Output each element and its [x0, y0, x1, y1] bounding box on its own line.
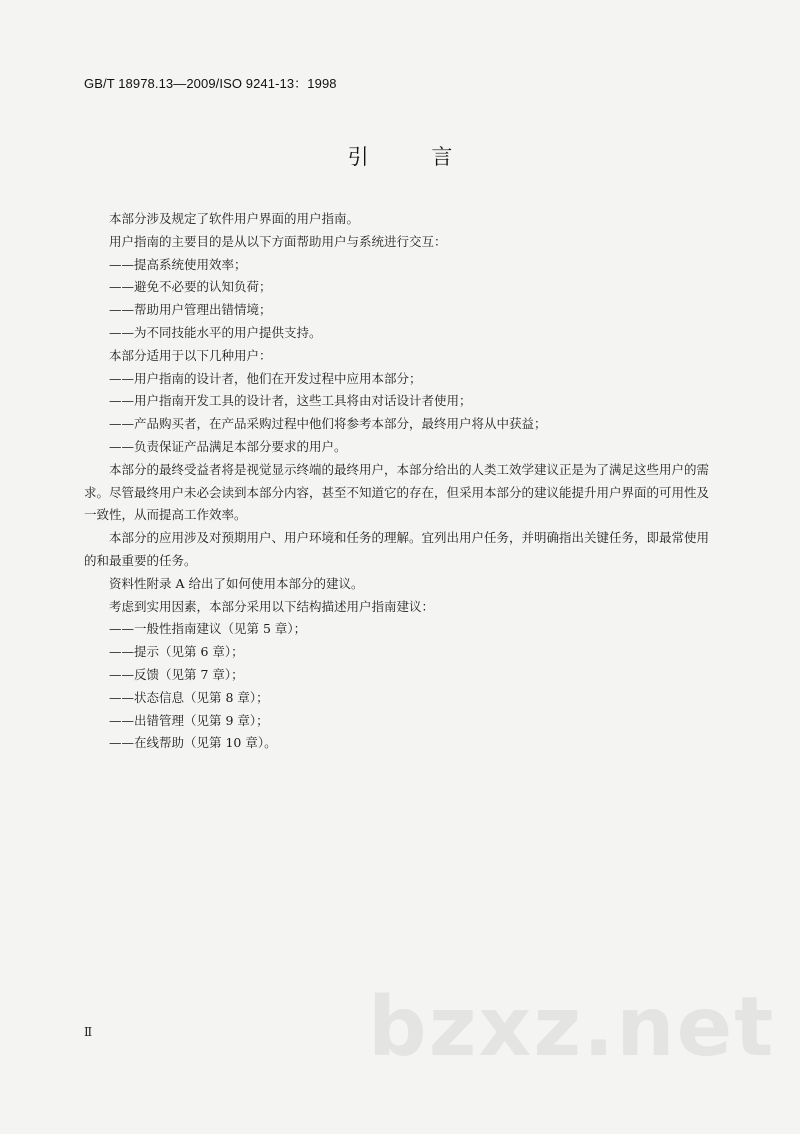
section-title: 引 言: [347, 145, 481, 169]
page-number: Ⅱ: [84, 1025, 93, 1039]
paragraph: 考虑到实用因素，本部分采用以下结构描述用户指南建议：: [109, 598, 435, 614]
list-item: ——提高系统使用效率；: [109, 256, 247, 272]
list-item: ——在线帮助（见第 10 章）。: [109, 735, 277, 751]
list-item: ——用户指南的设计者，他们在开发过程中应用本部分；: [109, 370, 422, 386]
paragraph: 本部分的应用涉及对预期用户、用户环境和任务的理解。宜列出用户任务，并明确指出关键任务，即最常使用的和最重要的任务。: [84, 530, 710, 568]
list-item: ——用户指南开发工具的设计者，这些工具将由对话设计者使用；: [109, 393, 472, 409]
list-item: ——出错管理（见第 9 章）；: [109, 712, 269, 728]
paragraph: 本部分涉及规定了软件用户界面的用户指南。: [109, 211, 360, 226]
watermark: bzxz.net: [368, 980, 776, 1075]
list-item: ——一般性指南建议（见第 5 章）；: [109, 621, 307, 637]
list-item: ——提示（见第 6 章）；: [109, 644, 244, 660]
paragraph: 资料性附录 A 给出了如何使用本部分的建议。: [109, 575, 364, 591]
paragraph: 本部分适用于以下几种用户：: [109, 347, 272, 363]
document-header-code: GB/T 18978.13—2009/ISO 9241-13：1998: [84, 76, 337, 91]
list-item: ——负责保证产品满足本部分要求的用户。: [109, 438, 347, 454]
paragraph: 本部分的最终受益者将是视觉显示终端的最终用户，本部分给出的人类工效学建议正是为了满足这些用户的需求。尽管最终用户未必会读到本部分内容，甚至不知道它的存在，但采用本部分的建议能提升用户界面的可用性及一致性，从而提高工作效率。: [84, 461, 710, 523]
paragraph: 用户指南的主要目的是从以下方面帮助用户与系统进行交互：: [109, 233, 447, 249]
list-item: ——反馈（见第 7 章）；: [109, 666, 244, 682]
list-item: ——产品购买者，在产品采购过程中他们将参考本部分，最终用户将从中获益；: [109, 416, 547, 432]
list-item: ——为不同技能水平的用户提供支持。: [109, 324, 322, 340]
list-item: ——状态信息（见第 8 章）；: [109, 689, 269, 705]
list-item: ——避免不必要的认知负荷；: [109, 279, 272, 295]
document-body: [84, 208, 720, 755]
list-item: ——帮助用户管理出错情境；: [109, 302, 272, 318]
